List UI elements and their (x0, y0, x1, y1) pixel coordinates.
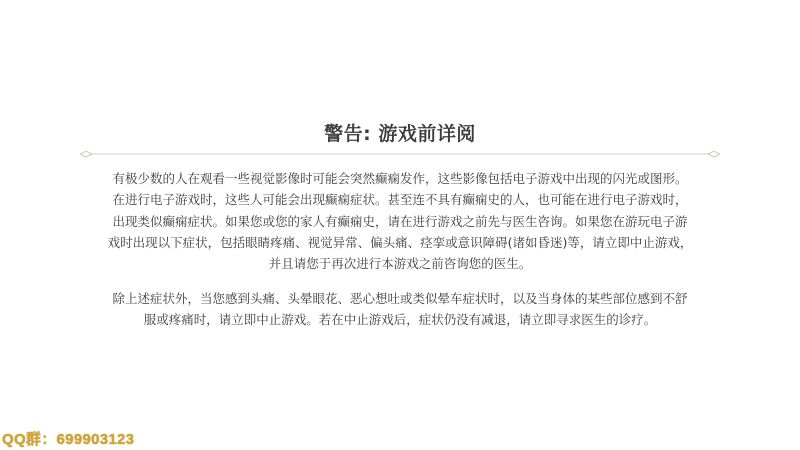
paragraph-line: 服或疼痛时，请立即中止游戏。若在中止游戏后，症状仍没有减退，请立即寻求医生的诊疗。 (143, 312, 657, 328)
page-title: 警告: 游戏前详阅 (324, 123, 476, 145)
paragraph-line: 有极少数的人在观看一些视觉影像时可能会突然癫痫发作，这些影像包括电子游戏中出现的闪光或图形。 (112, 171, 688, 186)
ornamental-divider (80, 148, 720, 160)
warning-paragraph-symptoms (80, 288, 720, 331)
watermark-text: QQ群：699903123 (2, 431, 135, 448)
paragraph-line: 戏时出现以下症状，包括眼睛疼痛、视觉异常、偏头痛、痉挛或意识障碍(诸如昏迷)等，请立即中止游戏， (107, 234, 693, 250)
warning-paragraph-seizure (80, 168, 720, 274)
paragraph-line: 除上述症状外，当您感到头痛、头晕眼花、恶心想吐或类似晕车症状时，以及当身体的某些部位感到不舒 (112, 291, 688, 306)
paragraph-line: 出现类似癫痫症状。如果您或您的家人有癫痫史，请在进行游戏之前先与医生咨询。如果您在游玩电子游 (112, 213, 688, 229)
paragraph-line: 在进行电子游戏时，这些人可能会出现癫痫症状。甚至连不具有癫痫史的人，也可能在进行电子游戏时， (112, 192, 688, 208)
paragraph-line: 并且请您于再次进行本游戏之前咨询您的医生。 (268, 256, 532, 272)
